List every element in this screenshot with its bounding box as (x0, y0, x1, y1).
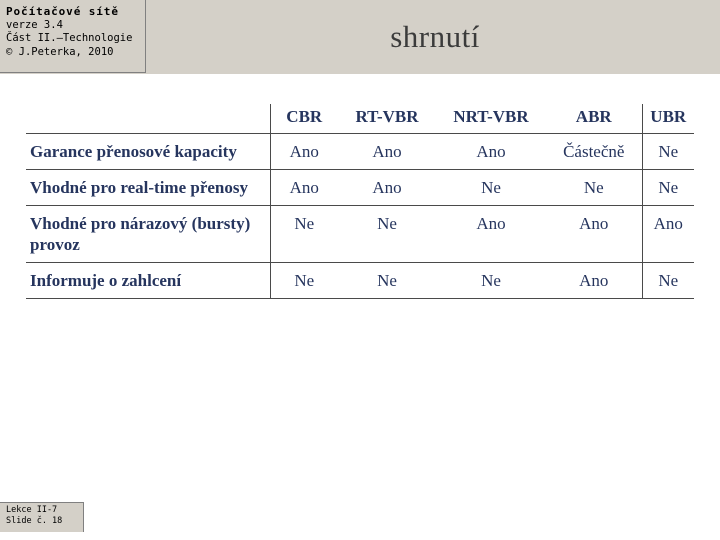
cell-ubr: Ne (642, 263, 694, 299)
cell-ubr: Ne (642, 134, 694, 170)
cell-abr: Ano (546, 263, 642, 299)
table-header-row (26, 104, 694, 134)
cell-abr: Ano (546, 206, 642, 263)
course-version: verze 3.4 (6, 18, 63, 31)
cell-nrt-vbr: Ano (436, 206, 546, 263)
column-header-cbr: CBR (270, 104, 338, 134)
column-header-abr: ABR (546, 104, 642, 134)
table-row (26, 170, 694, 206)
column-header-ubr: UBR (642, 104, 694, 134)
column-header-blank (26, 104, 270, 134)
cell-rt-vbr: Ne (338, 206, 436, 263)
column-header-nrt-vbr: NRT-VBR (436, 104, 546, 134)
cell-rt-vbr: Ne (338, 263, 436, 299)
slide-number-label: Slide č. 18 (6, 516, 63, 526)
cell-rt-vbr: Ano (338, 134, 436, 170)
cell-nrt-vbr: Ne (436, 263, 546, 299)
row-label-realtime-suitable: Vhodné pro real-time přenosy (26, 170, 270, 206)
course-copyright: © J.Peterka, 2010 (6, 45, 114, 58)
cell-cbr: Ne (270, 206, 338, 263)
page-title: shrnutí (390, 19, 480, 54)
cell-nrt-vbr: Ano (436, 134, 546, 170)
table-row (26, 134, 694, 170)
row-label-congestion-info: Informuje o zahlcení (26, 263, 270, 299)
cell-nrt-vbr: Ne (436, 170, 546, 206)
course-part: Část II.–Technologie (6, 32, 133, 44)
cell-cbr: Ne (270, 263, 338, 299)
cell-cbr: Ano (270, 170, 338, 206)
summary-table (26, 104, 694, 299)
column-header-rt-vbr: RT-VBR (338, 104, 436, 134)
cell-abr: Částečně (546, 134, 642, 170)
cell-cbr: Ano (270, 134, 338, 170)
row-label-guaranteed-capacity: Garance přenosové kapacity (26, 134, 270, 170)
lesson-label: Lekce II-7 (6, 505, 58, 515)
cell-rt-vbr: Ano (338, 170, 436, 206)
table-row (26, 206, 694, 263)
course-info-box (0, 0, 146, 73)
cell-ubr: Ano (642, 206, 694, 263)
slide-footer-box (0, 502, 84, 532)
cell-ubr: Ne (642, 170, 694, 206)
table-row (26, 263, 694, 299)
row-label-bursty-suitable: Vhodné pro nárazový (bursty) provoz (26, 206, 270, 263)
course-title: Počítačové sítě (6, 5, 119, 18)
cell-abr: Ne (546, 170, 642, 206)
